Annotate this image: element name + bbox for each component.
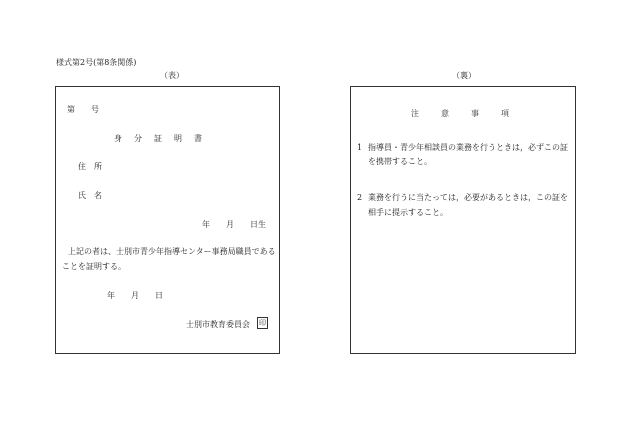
front-side-label: （表）	[160, 71, 184, 80]
form-number: 様式第2号(第8条関係)	[56, 58, 137, 67]
number-label: 第 号	[67, 105, 99, 114]
note-1-line-1: 指導員・青少年相談員の業務を行うときは，必ずこの証	[368, 143, 568, 152]
address-label: 住 所	[78, 162, 102, 171]
certification-line-1: 上記の者は、士別市青少年指導センター事務局職員である	[68, 247, 276, 256]
birth-date: 年 月 日生	[202, 220, 266, 229]
back-side-label: （裏）	[452, 71, 476, 80]
certificate-title: 身 分 証 明 書	[114, 134, 204, 143]
back-panel	[350, 86, 576, 354]
front-panel	[55, 86, 280, 354]
issuer-name: 士別市教育委員会	[186, 320, 250, 329]
issue-date: 年 月 日	[107, 291, 163, 300]
notes-heading: 注 意 事 項	[411, 109, 511, 118]
official-seal: 印	[259, 319, 266, 327]
name-label: 氏 名	[78, 191, 102, 200]
note-2-line-2: 相手に提示すること。	[368, 208, 448, 217]
note-1-number: 1	[357, 143, 363, 152]
note-2-number: 2	[357, 193, 363, 202]
note-2-line-1: 業務を行うに当たっては，必要があるときは，この証を	[368, 193, 568, 202]
note-1-line-2: を携帯すること。	[368, 157, 432, 166]
certification-line-2: ことを証明する。	[62, 262, 126, 271]
